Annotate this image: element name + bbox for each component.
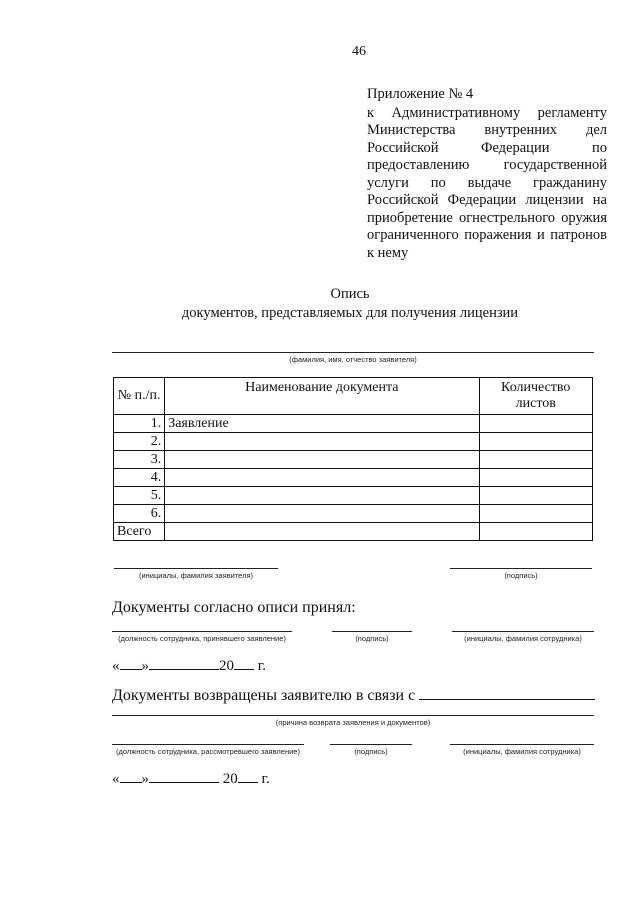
date-day-blank [120, 768, 142, 783]
date-year: 20 [219, 658, 234, 674]
returned-date [112, 768, 270, 788]
accepted-signature-caption: (подпись) [355, 634, 389, 643]
table-row [114, 415, 593, 433]
documents-table [113, 377, 593, 541]
accepted-signature-line [332, 631, 412, 632]
row-qty [479, 451, 593, 469]
applicant-signature-caption: (подпись) [504, 571, 538, 580]
accepted-initials-line [452, 631, 594, 632]
row-num: 5. [114, 487, 165, 505]
returned-position-caption: (должность сотрудника, рассмотревшего заявление) [116, 747, 300, 756]
returned-position-line [112, 744, 304, 745]
document-title: Опись [330, 286, 370, 302]
row-num: 3. [114, 451, 165, 469]
table-header-row [114, 378, 593, 415]
row-name [165, 505, 479, 523]
accepted-text: Документы согласно описи принял: [112, 599, 356, 616]
date-close: » [141, 658, 149, 674]
returned-initials-line [450, 744, 594, 745]
table-row [114, 487, 593, 505]
row-name [165, 451, 479, 469]
row-name [165, 469, 479, 487]
appendix-block [367, 86, 607, 262]
appendix-text: к Административному регламенту Министерства внутренних дел Российской Федерации по предоставлению государственной услуги по выдаче гражданину Российской Федерации лицензии на приобретение огнестрельного оружия ограниченного поражения и патронов к нему [367, 104, 607, 261]
table-row [114, 433, 593, 451]
page-number: 46 [352, 44, 366, 59]
total-label: Всего [114, 523, 165, 541]
returned-signature-caption: (подпись) [354, 747, 388, 756]
row-qty [479, 433, 593, 451]
date-open: « [112, 658, 120, 674]
total-qty [479, 523, 593, 541]
document-subtitle: документов, представляемых для получения лицензии [181, 305, 519, 321]
date-open: « [112, 771, 120, 787]
row-qty [479, 487, 593, 505]
returned-label: Документы возвращены заявителю в связи с [112, 687, 416, 704]
row-qty [479, 415, 593, 433]
returned-reason-line [112, 715, 594, 716]
table-total-row [114, 523, 593, 541]
row-name: Заявление [165, 415, 479, 433]
row-qty [479, 505, 593, 523]
total-name [165, 523, 479, 541]
appendix-title: Приложение № 4 [367, 86, 474, 102]
accepted-initials-caption: (инициалы, фамилия сотрудника) [464, 634, 582, 643]
accepted-position-line [112, 631, 292, 632]
applicant-signature-line [450, 568, 592, 569]
header-num: № п./п. [114, 378, 165, 415]
applicant-initials-line [114, 568, 278, 569]
header-qty: Количество листов [479, 378, 593, 415]
date-suffix: г. [257, 658, 266, 674]
row-num: 6. [114, 505, 165, 523]
accepted-position-caption: (должность сотрудника, принявшего заявление) [118, 634, 286, 643]
row-num: 1. [114, 415, 165, 433]
table-row [114, 451, 593, 469]
returned-reason-blank [419, 685, 595, 700]
row-num: 4. [114, 469, 165, 487]
row-name [165, 433, 479, 451]
table-row [114, 505, 593, 523]
date-suffix: г. [261, 771, 270, 787]
header-name: Наименование документа [165, 378, 479, 415]
date-month-blank [149, 768, 219, 783]
date-month-blank [149, 655, 219, 670]
returned-text [112, 685, 595, 705]
returned-signature-line [330, 744, 412, 745]
date-day-blank [120, 655, 142, 670]
returned-reason-caption: (причина возврата заявления и документов) [275, 718, 431, 727]
returned-initials-caption: (инициалы, фамилия сотрудника) [463, 747, 581, 756]
applicant-caption: (фамилия, имя, отчество заявителя) [289, 355, 417, 364]
row-qty [479, 469, 593, 487]
applicant-initials-caption: (инициалы, фамилия заявителя) [138, 571, 254, 580]
date-year-blank [238, 768, 258, 783]
date-close: » [141, 771, 149, 787]
row-name [165, 487, 479, 505]
applicant-name-line [112, 352, 594, 353]
table-row [114, 469, 593, 487]
accepted-date [112, 655, 266, 675]
date-year-blank [234, 655, 254, 670]
row-num: 2. [114, 433, 165, 451]
date-year: 20 [222, 771, 238, 787]
